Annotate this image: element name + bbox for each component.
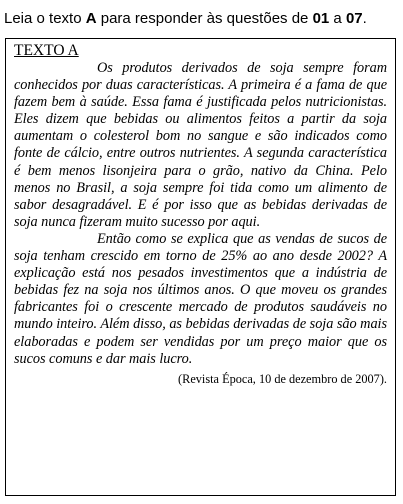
instruction-part-4: . [362,10,367,27]
text-title: TEXTO A [14,42,79,59]
text-box [5,38,396,496]
instruction-part-1: Leia o texto [4,10,86,27]
source-citation: (Revista Época, 10 de dezembro de 2007). [178,371,387,386]
question-range-end: 07 [345,10,363,27]
text-letter: A [85,10,97,27]
instruction-line [4,10,399,28]
paragraph-2: Então como se explica que as vendas de sucos de soja tenham crescido em torno de 25% ao ano desde 2002? A explicação está nos pesados investimentos que a indústria de bebidas fez na soja nos últimos anos. O que moveu os grandes fabricantes foi o crescente mercado de produtos saudáveis no mundo inteiro. Além disso, as bebidas derivadas de soja são mais elaboradas e podem ser vendidas por um preço maior que os sucos comuns e dar mais lucro. [14,230,387,367]
question-range-start: 01 [312,10,330,27]
instruction-part-3: a [329,10,346,27]
instruction-part-2: para responder às questões de [96,10,313,27]
paragraph-1: Os produtos derivados de soja sempre foram conhecidos por duas características. A primeira é a fama de que fazem bem à saúde. Essa fama é justificada pelos nutricionistas. Eles dizem que bebidas ou alimentos feitos a partir da soja aumentam o colesterol bom no sangue e são indicados como fonte de cálcio, entre outros nutrientes. A segunda característica é bem menos lisonjeira para o grão, nativo da China. Pelo menos no Brasil, a soja sempre foi tida como um alimento de sabor desagradável. E é por isso que as bebidas derivadas de soja nunca fizeram muito sucesso por aqui. [14,60,387,230]
